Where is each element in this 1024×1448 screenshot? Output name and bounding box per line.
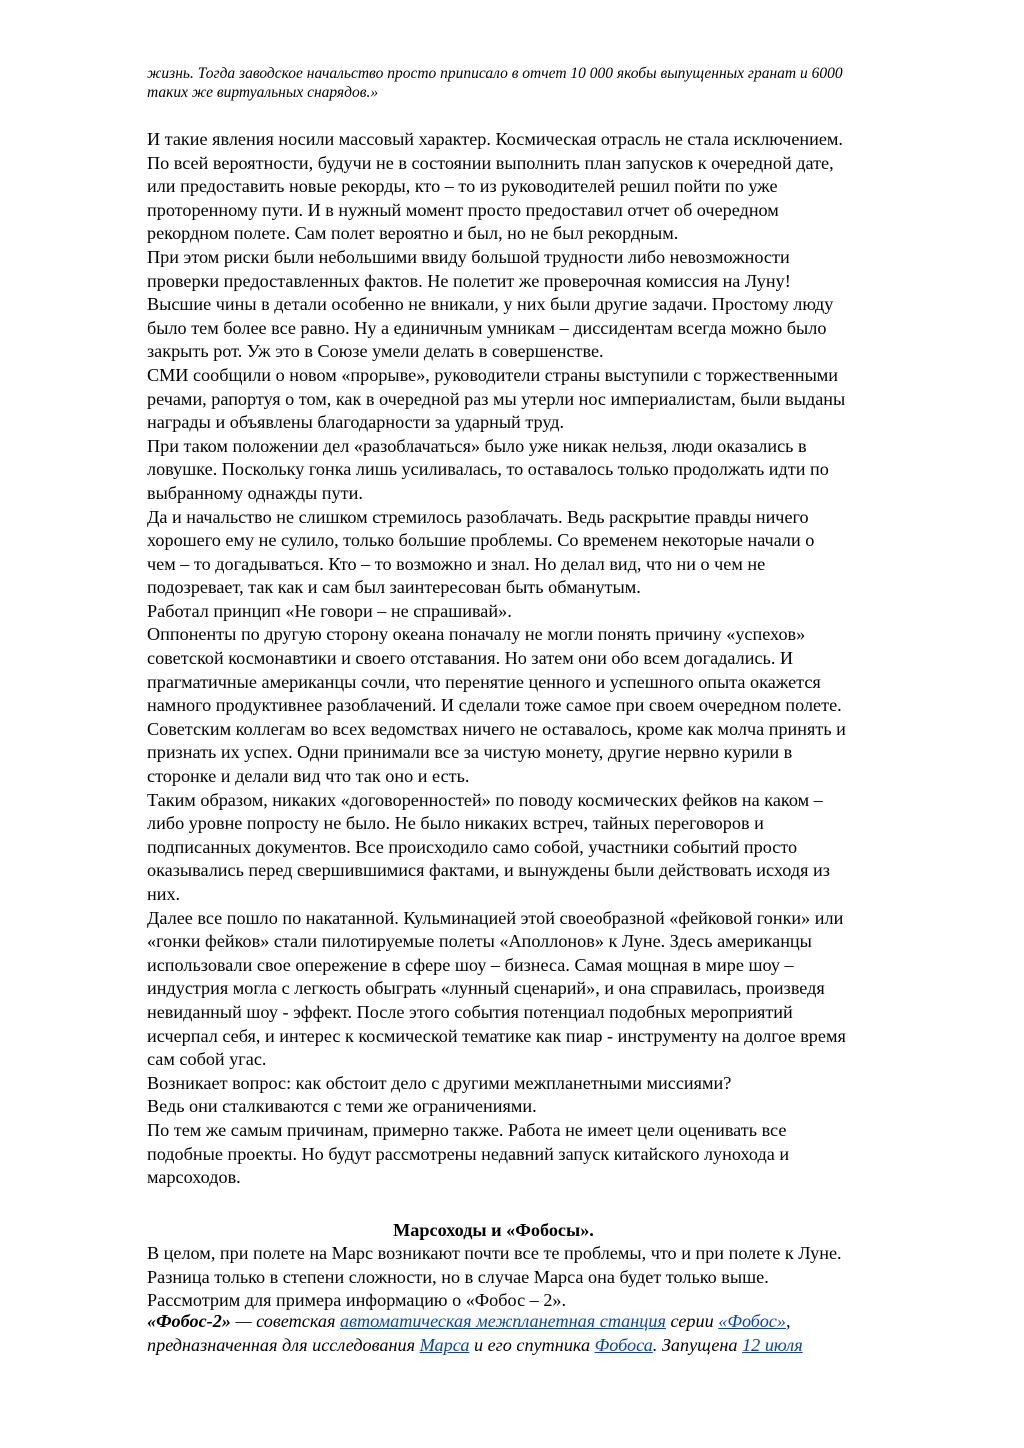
- text-line: советской космонавтики и своего отставания. Но затем они обо всем догадались. И: [147, 648, 794, 669]
- text-line: При этом риски были небольшими ввиду большой трудности либо невозможности: [147, 246, 790, 267]
- paragraph: [147, 435, 957, 506]
- text-span: предназначенная для исследования: [147, 1334, 420, 1355]
- text-line: Таким образом, никаких «договоренностей» по поводу космических фейков на каком –: [147, 789, 823, 810]
- link-mars[interactable]: Марса: [419, 1334, 470, 1355]
- paragraph: [147, 364, 957, 435]
- text-line: прагматичные американцы сочли, что перенятие ценного и успешного опыта окажется: [147, 671, 821, 692]
- paragraph: [147, 506, 957, 600]
- text-line: Советским коллегам во всех ведомствах ничего не оставалось, кроме как молча принять и: [147, 718, 846, 739]
- text-line: выбранному однажды пути.: [147, 482, 363, 503]
- text-line: подозревает, так как и сам был заинтересован быть обманутым.: [147, 577, 641, 598]
- text-line: индустрия могла с легкость обыграть «лунный сценарий», и она справилась, произведя: [147, 978, 825, 999]
- text-line: или предоставить новые рекорды, кто – то из руководителей решил пойти по уже: [147, 176, 778, 197]
- text-line: Разница только в степени сложности, но в случае Марса она будет только выше.: [147, 1266, 769, 1287]
- text-line: Рассмотрим для примера информацию о «Фобос – 2».: [147, 1290, 567, 1311]
- paragraph: [147, 600, 957, 624]
- section-heading: Марсоходы и «Фобосы».: [393, 1220, 594, 1240]
- text-line: либо уровне попросту не было. Не было никаких встреч, тайных переговоров и: [147, 813, 764, 834]
- paragraph: [147, 907, 957, 1072]
- text-line: Работал принцип «Не говори – не спрашивай».: [147, 600, 512, 621]
- text-line: [147, 1310, 957, 1334]
- text-line: ловушке. Поскольку гонка лишь усиливалась, то оставалось только продолжать идти по: [147, 459, 829, 480]
- text-line: И такие явления носили массовый характер. Космическая отрасль не стала исключением.: [147, 129, 843, 149]
- text-line: Высшие чины в детали особенно не вникали, у них были другие задачи. Простому люду: [147, 294, 834, 315]
- text-line: рекордном полете. Сам полет вероятно и был, но не был рекордным.: [147, 223, 679, 244]
- paragraph: [147, 789, 957, 907]
- link-ams[interactable]: автоматическая межпланетная станция: [339, 1311, 666, 1331]
- text-line: оказывались перед свершившимися фактами, и вынуждены были действовать исходя из: [147, 860, 830, 881]
- paragraph: [147, 128, 957, 246]
- text-line: По тем же самым причинам, примерно также. Работа не имеет цели оценивать все: [147, 1119, 787, 1140]
- text-line: намного продуктивнее разоблачений. И сделали тоже самое при своем очередном полете.: [147, 695, 842, 716]
- paragraph: [147, 623, 957, 788]
- link-date[interactable]: 12 июля: [742, 1334, 803, 1355]
- text-line: марсоходов.: [147, 1167, 241, 1188]
- text-span: — советская: [230, 1311, 340, 1331]
- paragraph: [147, 1119, 957, 1190]
- text-line: хорошего ему не сулило, только большие проблемы. Со временем некоторые начали о: [147, 530, 815, 551]
- text-line: При таком положении дел «разоблачаться» было уже никак нельзя, люди оказались в: [147, 435, 807, 456]
- phobos-title: «Фобос-2»: [147, 1311, 231, 1331]
- text-line: них.: [147, 884, 181, 904]
- text-line: было тем более все равно. Ну а единичным умникам – диссидентам всегда можно было: [147, 317, 827, 338]
- text-line: Оппоненты по другую сторону океана поначалу не могли понять причину «успехов»: [147, 624, 806, 645]
- link-phobos-moon[interactable]: Фобоса: [594, 1334, 653, 1355]
- text-line: проверки предоставленных фактов. Не полетит же проверочная комиссия на Луну!: [147, 270, 791, 291]
- paragraph: [147, 1072, 957, 1096]
- phobos-paragraph: [147, 1310, 957, 1357]
- text-span: и его спутника: [469, 1334, 595, 1355]
- text-line: [147, 1334, 957, 1358]
- text-line: исчерпал себя, и интерес к космической тематике как пиар - инструменту на долгое время: [147, 1025, 846, 1046]
- quote-line: таких же виртуальных снарядов.»: [147, 84, 379, 101]
- text-line: закрыть рот. Уж это в Союзе умели делать в совершенстве.: [147, 341, 604, 362]
- text-line: чем – то догадываться. Кто – то возможно и знал. Но делал вид, что ни о чем не: [147, 553, 766, 574]
- text-line: По всей вероятности, будучи не в состоянии выполнить план запусков к очередной дате,: [147, 152, 834, 173]
- text-line: речами, рапортуя о том, как в очередной раз мы утерли нос империалистам, были выданы: [147, 388, 846, 409]
- text-line: сторонке и делали вид что так оно и есть.: [147, 766, 470, 787]
- text-line: сам собой угас.: [147, 1049, 267, 1070]
- text-line: подобные проекты. Но будут рассмотрены недавний запуск китайского лунохода и: [147, 1143, 790, 1164]
- text-line: Да и начальство не слишком стремилось разоблачать. Ведь раскрытие правды ничего: [147, 506, 809, 527]
- text-span: ,: [785, 1311, 791, 1331]
- text-line: проторенному пути. И в нужный момент просто предоставил отчет об очередном: [147, 199, 779, 220]
- text-line: Далее все пошло по накатанной. Кульминацией этой своеобразной «фейковой гонки» или: [147, 907, 844, 928]
- link-phobos-series[interactable]: «Фобос»: [718, 1311, 786, 1331]
- paragraph: [147, 1095, 957, 1119]
- text-line: В целом, при полете на Марс возникают почти все те проблемы, что и при полете к Луне.: [147, 1243, 842, 1263]
- text-line: Ведь они сталкиваются с теми же ограничениями.: [147, 1096, 537, 1117]
- text-line: СМИ сообщили о новом «прорыве», руководители страны выступили с торжественными: [147, 364, 839, 385]
- paragraph: [147, 246, 957, 364]
- quote-fragment: [147, 64, 947, 102]
- text-line: «гонки фейков» стали пилотируемые полеты «Аполлонов» к Луне. Здесь американцы: [147, 931, 812, 952]
- mars-paragraph: [147, 1242, 957, 1313]
- text-span: . Запущена: [652, 1334, 743, 1355]
- text-line: невиданный шоу - эффект. После этого события потенциал подобных мероприятий: [147, 1001, 793, 1022]
- text-line: признать их успех. Одни принимали все за чистую монету, другие нервно курили в: [147, 742, 793, 763]
- text-line: использовали свое опережение в сфере шоу – бизнеса. Самая мощная в мире шоу –: [147, 954, 794, 975]
- body-text: [147, 128, 957, 1190]
- quote-line: жизнь. Тогда заводское начальство просто приписало в отчет 10 000 якобы выпущенных гранат и 6000: [147, 65, 843, 82]
- text-line: подписанных документов. Все происходило само собой, участники событий просто: [147, 836, 798, 857]
- text-line: награды и объявлены благодарности за ударный труд.: [147, 412, 565, 433]
- text-line: Возникает вопрос: как обстоит дело с другими межпланетными миссиями?: [147, 1072, 732, 1093]
- text-span: серии: [665, 1311, 719, 1331]
